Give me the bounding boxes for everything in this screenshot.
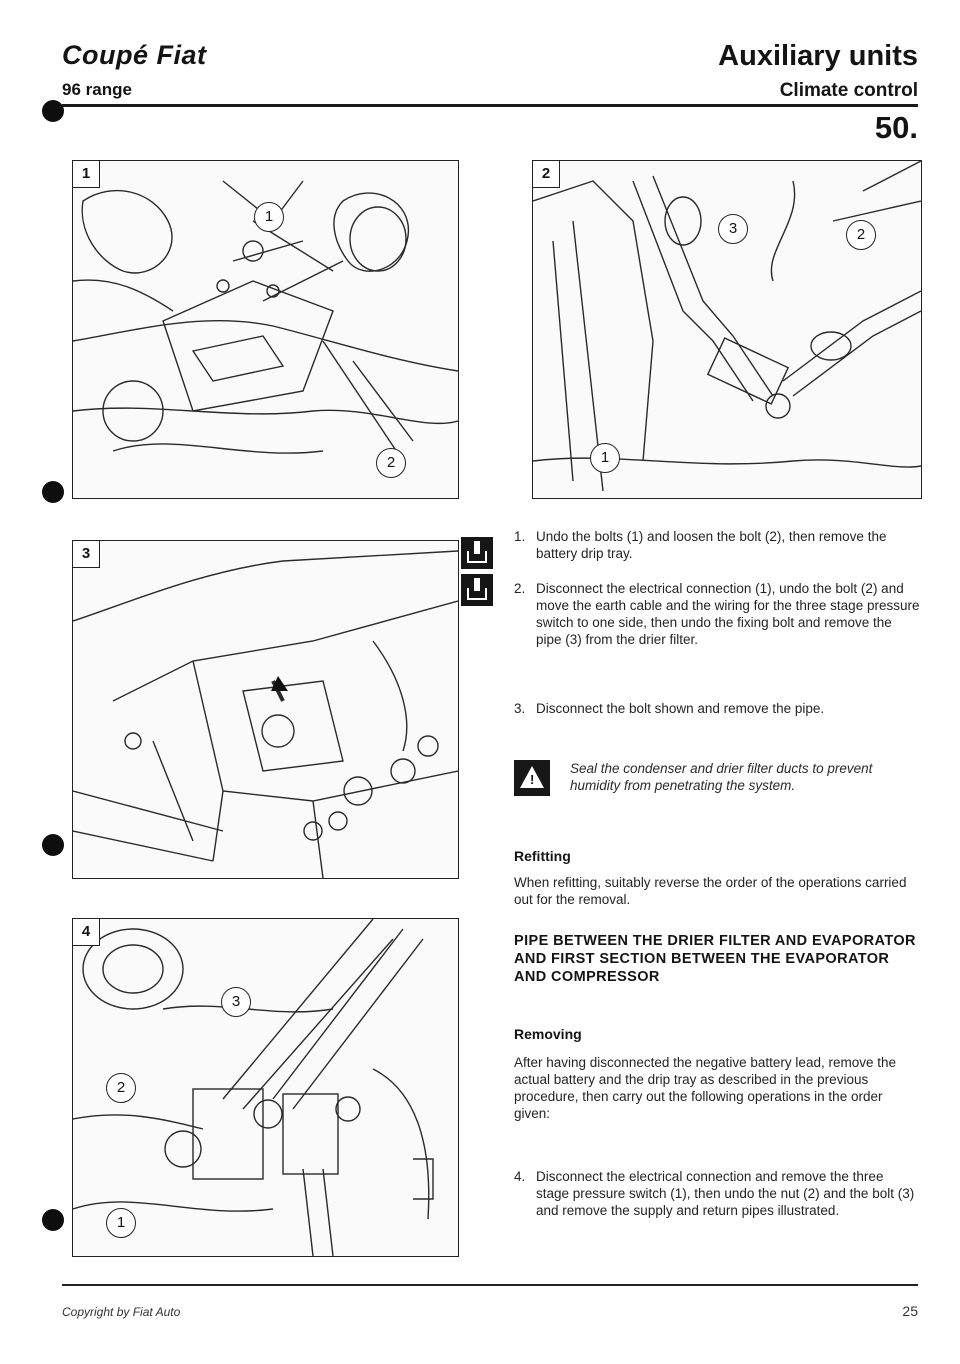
figure-number: 1 (73, 161, 100, 188)
section-title: Auxiliary units (718, 40, 918, 72)
binder-hole-icon (42, 1209, 64, 1231)
removing-heading: Removing (514, 1026, 582, 1042)
step-text: Disconnect the electrical connection and remove the three stage pressure switch (1), then undo the nut (2) and the bolt (3) and remove the supply and return pipes illustrated. (536, 1169, 915, 1218)
removal-procedure-icon (461, 574, 493, 606)
footer-rule (62, 1284, 918, 1286)
removal-procedure-icon (461, 537, 493, 569)
step-number: 2. (514, 581, 526, 596)
callout-1: 1 (590, 443, 620, 473)
subsection-title: Climate control (779, 80, 918, 101)
step-4 (514, 1168, 920, 1219)
step-2 (514, 580, 920, 648)
figure-number: 4 (73, 919, 100, 946)
binder-hole-icon (42, 481, 64, 503)
callout-1: 1 (106, 1208, 136, 1238)
callout-2: 2 (376, 448, 406, 478)
step-text: Disconnect the electrical connection (1), undo the bolt (2) and move the earth cable and the wiring for the three stage pressure switch to one side, then undo the fixing bolt and remove the pipe (3) from the drier filter. (536, 581, 920, 647)
figure-number: 2 (533, 161, 560, 188)
step-number: 3. (514, 701, 526, 716)
brand-title: Coupé Fiat (62, 40, 207, 70)
refitting-text: When refitting, suitably reverse the order of the operations carried out for the removal. (514, 875, 907, 907)
page-number: 25 (902, 1303, 918, 1319)
figure-3 (72, 540, 459, 879)
callout-3: 3 (718, 214, 748, 244)
bracket-drawing (73, 541, 458, 878)
copyright-notice: Copyright by Fiat Auto (62, 1305, 181, 1319)
step-3 (514, 700, 920, 717)
figure-2 (532, 160, 922, 499)
callout-3: 3 (221, 987, 251, 1017)
warning-triangle-icon: ! (514, 760, 550, 796)
step-number: 1. (514, 529, 526, 544)
section-number: 50. (874, 110, 918, 145)
step-text: Disconnect the bolt shown and remove the pipe. (536, 701, 825, 716)
header-rule (62, 104, 918, 107)
callout-1: 1 (254, 202, 284, 232)
callout-2: 2 (846, 220, 876, 250)
procedure-heading: PIPE BETWEEN THE DRIER FILTER AND EVAPORATOR AND FIRST SECTION BETWEEN THE EVAPORATOR AND COMPRESSOR (514, 933, 916, 985)
callout-2: 2 (106, 1073, 136, 1103)
model-range: 96 range (62, 80, 132, 99)
removing-text: After having disconnected the negative battery lead, remove the actual battery and the drip tray as described in the previous procedure, then carry out the following operations in the order given: (514, 1055, 896, 1121)
step-1 (514, 528, 920, 562)
refitting-heading: Refitting (514, 848, 571, 864)
figure-1 (72, 160, 459, 499)
drier-filter-drawing (533, 161, 921, 498)
binder-hole-icon (42, 834, 64, 856)
warning-note: Seal the condenser and drier filter ducts to prevent humidity from penetrating the system. (570, 761, 873, 793)
step-number: 4. (514, 1169, 526, 1184)
figure-number: 3 (73, 541, 100, 568)
figure-4 (72, 918, 459, 1257)
step-text: Undo the bolts (1) and loosen the bolt (2), then remove the battery drip tray. (536, 529, 887, 561)
binder-hole-icon (42, 100, 64, 122)
